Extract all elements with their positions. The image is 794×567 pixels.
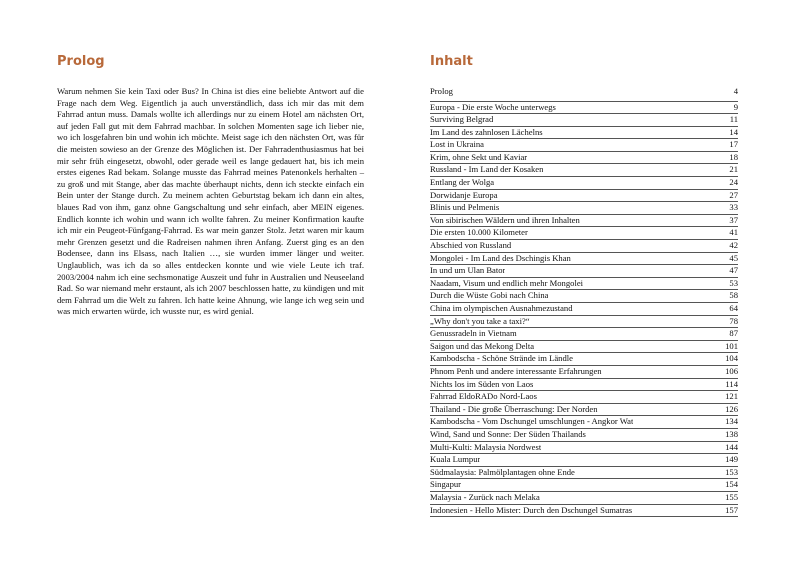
- toc-entry: [430, 366, 738, 379]
- toc-entry-title: In und um Ulan Bator: [430, 265, 506, 276]
- toc-entry-title: Saigon und das Mekong Delta: [430, 340, 535, 351]
- toc-entry: [430, 190, 738, 203]
- toc-entry-page-number: 138: [725, 428, 738, 439]
- toc-entry: [430, 177, 738, 190]
- toc-entry: [430, 202, 738, 215]
- toc-entry-title: Malaysia - Zurück nach Melaka: [430, 491, 540, 502]
- toc-entry-title: Entlang der Wolga: [430, 177, 495, 188]
- toc-entry-page-number: 87: [729, 328, 738, 339]
- toc-entry: [430, 127, 738, 140]
- toc-entry: [430, 416, 738, 429]
- toc-entry: [430, 316, 738, 329]
- toc-entry-page-number: 45: [729, 252, 738, 263]
- toc-entry-title: Naadam, Visum und endlich mehr Mongolei: [430, 277, 584, 288]
- toc-entry-title: Im Land des zahnlosen Lächelns: [430, 126, 543, 137]
- toc-entry-title: „Why don't you take a taxi?“: [430, 315, 530, 326]
- toc-entry-page-number: 33: [729, 202, 738, 213]
- toc-entry-page-number: 9: [733, 101, 738, 112]
- table-of-contents: [430, 86, 738, 517]
- toc-entry: [430, 442, 738, 455]
- toc-entry-title: Durch die Wüste Gobi nach China: [430, 290, 549, 301]
- toc-entry-title: Indonesien - Hello Mister: Durch den Dschungel Sumatras: [430, 504, 633, 515]
- toc-entry-page-number: 24: [729, 177, 738, 188]
- toc-entry-page-number: 101: [725, 340, 738, 351]
- toc-entry: [430, 505, 738, 518]
- toc-entry-title: Russland - Im Land der Kosaken: [430, 164, 544, 175]
- toc-entry: [430, 353, 738, 366]
- toc-entry-title: Genussradeln in Vietnam: [430, 328, 517, 339]
- toc-entry-title: Krim, ohne Sekt und Kaviar: [430, 151, 528, 162]
- toc-entry-title: Südmalaysia: Palmölplantagen ohne Ende: [430, 466, 575, 477]
- toc-entry-title: Europa - Die erste Woche unterwegs: [430, 101, 556, 112]
- prolog-heading: Prolog: [57, 54, 105, 69]
- toc-entry: [430, 379, 738, 392]
- toc-entry: [430, 303, 738, 316]
- toc-entry: [430, 139, 738, 152]
- toc-entry-page-number: 42: [729, 240, 738, 251]
- toc-entry-title: Die ersten 10.000 Kilometer: [430, 227, 528, 238]
- toc-entry: [430, 253, 738, 266]
- toc-entry: [430, 290, 738, 303]
- toc-entry-page-number: 104: [725, 353, 738, 364]
- toc-entry-page-number: 114: [725, 378, 738, 389]
- toc-entry-page-number: 106: [725, 365, 738, 376]
- toc-entry-page-number: 37: [729, 214, 738, 225]
- toc-entry-page-number: 58: [729, 290, 738, 301]
- toc-entry-title: Multi-Kulti: Malaysia Nordwest: [430, 441, 542, 452]
- toc-entry-page-number: 157: [725, 504, 738, 515]
- toc-entry-title: Kambodscha - Schöne Strände im Ländle: [430, 353, 573, 364]
- toc-entry: [430, 341, 738, 354]
- toc-entry: [430, 86, 738, 102]
- toc-entry: [430, 102, 738, 115]
- toc-entry-title: Surviving Belgrad: [430, 114, 494, 125]
- toc-entry: [430, 152, 738, 165]
- toc-entry-page-number: 53: [729, 277, 738, 288]
- toc-entry: [430, 265, 738, 278]
- contents-heading: Inhalt: [430, 54, 473, 69]
- toc-entry: [430, 479, 738, 492]
- toc-entry: [430, 278, 738, 291]
- toc-entry-page-number: 121: [725, 391, 738, 402]
- toc-entry-page-number: 78: [729, 315, 738, 326]
- toc-entry-title: Wind, Sand und Sonne: Der Süden Thailands: [430, 428, 586, 439]
- toc-entry-page-number: 18: [729, 151, 738, 162]
- toc-entry-page-number: 154: [725, 479, 738, 490]
- toc-entry-title: Fahrrad EldoRADo Nord-Laos: [430, 391, 537, 402]
- toc-entry-title: Kuala Lumpur: [430, 454, 481, 465]
- toc-entry-page-number: 64: [729, 303, 738, 313]
- toc-entry-page-number: 153: [725, 466, 738, 477]
- toc-entry-page-number: 14: [729, 126, 738, 137]
- toc-entry-title: Singapur: [430, 479, 462, 490]
- toc-entry: [430, 391, 738, 404]
- toc-entry-page-number: 155: [725, 491, 738, 502]
- toc-entry-title: Thailand - Die große Überraschung: Der Norden: [430, 403, 598, 414]
- toc-entry-title: Lost in Ukraina: [430, 139, 484, 150]
- toc-entry: [430, 429, 738, 442]
- toc-entry-page-number: 27: [729, 189, 738, 200]
- toc-entry: [430, 328, 738, 341]
- prolog-body: Warum nehmen Sie kein Taxi oder Bus? In China ist dies eine beliebte Antwort auf die Frage nach dem Weg. Eigentlich ja auch unverständlich, dass ich mir das mit dem Fahrrad antun muss. Damals wollte ich allerdings nur zu einem Hotel am nächsten Ort, auf jeden Fall gut mit dem Fahrrad machbar. In solchen Momenten sage ich lieber nie, wo ich losgefahren bin und wohin ich möchte. Meist sage ich den nächsten Ort, was für die meisten sowieso an der Grenze des Möglichen ist. Der Fahrradenthusiasmus hat bei mir sehr früh eingesetzt, obwohl, oder gerade weil es lange gedauert hat, bis ich mein erstes eigenes Rad bekam. Solange musste das Fahrrad meines Patenonkels herhalten – zu groß und mit Stange, aber das machte überhaupt nichts, denn ich steckte einfach ein Bein unter der Stange durch. Zu meinem achten Geburtstag bekam ich dann ein altes, blaues Rad von ihm, ganz ohne Gangschaltung und sehr einfach, aber MEIN eigenes. Endlich konnte ich wohin und wann ich wollte fahren. Zu meiner Konfirmation kaufte ich mir ein Peugeot-Fünfgang-Fahrrad. Es war mein ganzer Stolz. Jetzt waren mir kaum mehr Grenzen gesetzt und die Radreisen nahmen ihren Anfang. Zuerst ging es an den Bodensee, dann ins Elsass, nach Italien …, sie wurden immer länger und weiter. Unglaublich, was ich da so alles entdecken konnte und wie viele Leute ich traf. 2003/2004 nahm ich eine sechsmonatige Auszeit und fuhr in Australien und Neuseeland Rad. So war niemand mehr erstaunt, als ich 2007 beschlossen hatte, zu kündigen und mit dem Fahrrad um die Welt zu fahren. Ich hatte keine Ahnung, wie lange ich weg sein und was mich erwarten würde, ich wusste nur, es wird genial.: [57, 86, 364, 317]
- toc-entry-page-number: 21: [729, 164, 738, 175]
- toc-entry-page-number: 134: [725, 416, 738, 427]
- toc-entry-page-number: 47: [729, 265, 738, 276]
- toc-entry: [430, 227, 738, 240]
- toc-entry-page-number: 126: [725, 403, 738, 414]
- toc-entry-title: Prolog: [430, 86, 453, 96]
- toc-entry-title: Von sibirischen Wäldern und ihren Inhalten: [430, 214, 580, 225]
- toc-entry-page-number: 11: [729, 114, 738, 125]
- toc-entry: [430, 164, 738, 177]
- toc-entry-page-number: 144: [725, 441, 738, 452]
- toc-entry-title: Nichts los im Süden von Laos: [430, 378, 534, 389]
- toc-entry-title: Blinis und Pelmenis: [430, 202, 500, 213]
- toc-entry-title: Abschied von Russland: [430, 240, 512, 251]
- toc-entry-page-number: 17: [729, 139, 738, 150]
- toc-entry: [430, 467, 738, 480]
- toc-entry-page-number: 41: [729, 227, 738, 238]
- toc-entry-title: Phnom Penh und andere interessante Erfahrungen: [430, 365, 602, 376]
- toc-entry: [430, 404, 738, 417]
- toc-entry-title: Dorwidanje Europa: [430, 189, 498, 200]
- toc-entry-page-number: 149: [725, 454, 738, 465]
- toc-entry: [430, 215, 738, 228]
- toc-entry: [430, 240, 738, 253]
- toc-entry: [430, 114, 738, 127]
- toc-entry-title: Kambodscha - Vom Dschungel umschlungen - Angkor Wat: [430, 416, 634, 427]
- toc-entry: [430, 454, 738, 467]
- toc-entry-page-number: 4: [733, 86, 738, 96]
- toc-entry: [430, 492, 738, 505]
- toc-entry-title: Mongolei - Im Land des Dschingis Khan: [430, 252, 571, 263]
- toc-entry-title: China im olympischen Ausnahmezustand: [430, 303, 573, 313]
